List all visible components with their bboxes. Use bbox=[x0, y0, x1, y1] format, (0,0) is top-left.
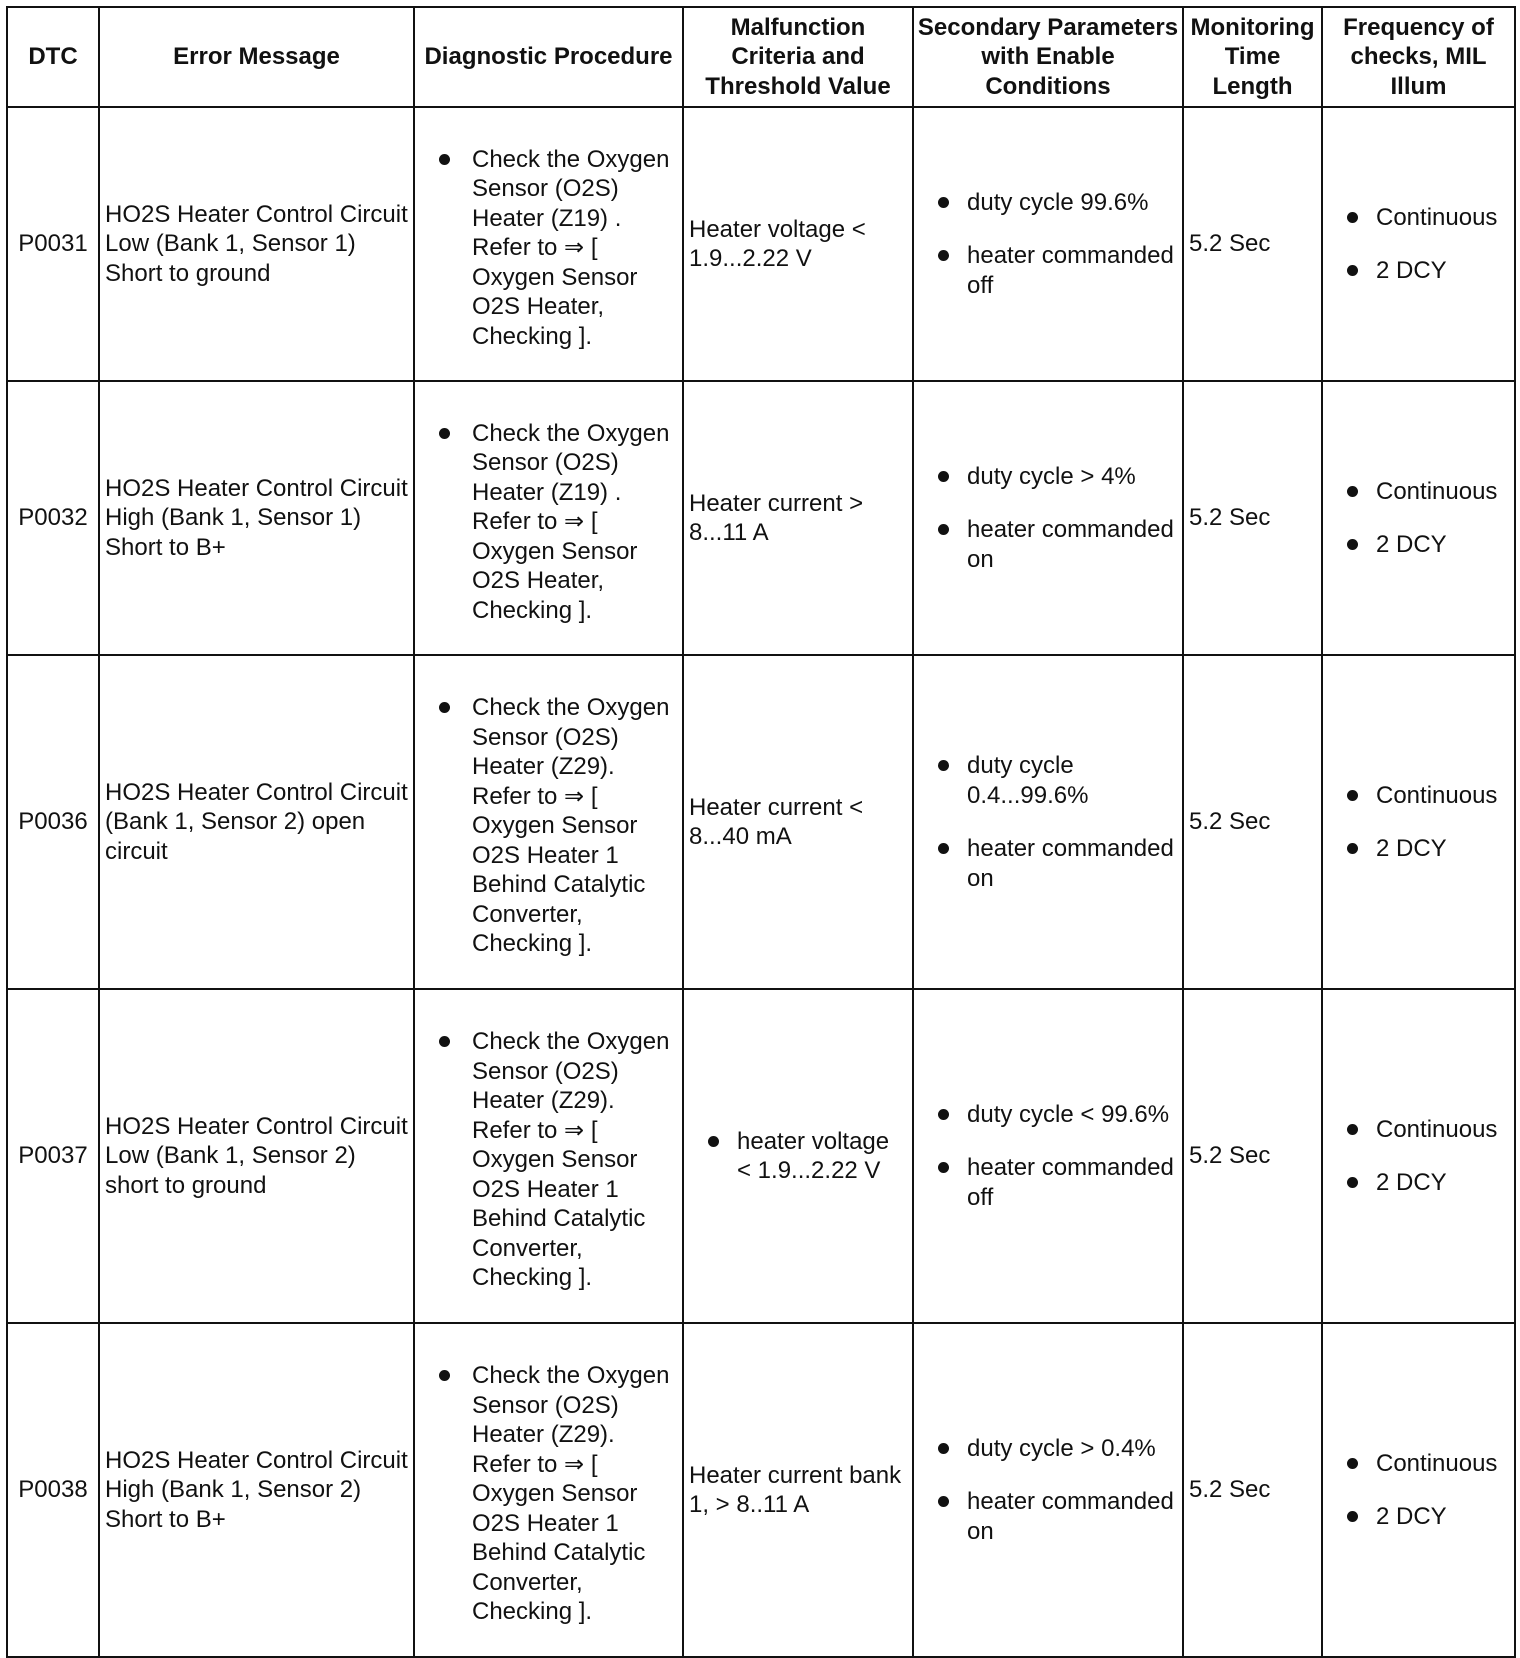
malfunction-criteria bbox=[683, 989, 913, 1323]
procedure-item: Check the Oxygen Sensor (O2S) Heater (Z29). Refer to ⇒ [ Oxygen Sensor O2S Heater 1 Behind Catalytic Converter, Checking ]. bbox=[439, 1361, 676, 1627]
procedure-item: Check the Oxygen Sensor (O2S) Heater (Z29). Refer to ⇒ [ Oxygen Sensor O2S Heater 1 Behind Catalytic Converter, Checking ]. bbox=[439, 693, 676, 959]
secondary-item: duty cycle 99.6% bbox=[938, 188, 1178, 218]
frequency-item: Continuous bbox=[1347, 1449, 1510, 1479]
secondary-item: duty cycle < 99.6% bbox=[938, 1100, 1178, 1130]
frequency bbox=[1322, 989, 1515, 1323]
header-frequency: Frequency of checks, MIL Illum bbox=[1322, 7, 1515, 107]
header-malfunction-criteria: Malfunction Criteria and Threshold Value bbox=[683, 7, 913, 107]
table-row bbox=[7, 655, 1515, 989]
diagnostic-trouble-code-table bbox=[6, 6, 1516, 1658]
secondary-item: heater commanded on bbox=[938, 834, 1178, 893]
procedure-item: Check the Oxygen Sensor (O2S) Heater (Z29). Refer to ⇒ [ Oxygen Sensor O2S Heater 1 Behind Catalytic Converter, Checking ]. bbox=[439, 1027, 676, 1293]
frequency-item: Continuous bbox=[1347, 477, 1510, 507]
table-row bbox=[7, 107, 1515, 381]
dtc-code: P0032 bbox=[7, 381, 99, 655]
frequency bbox=[1322, 381, 1515, 655]
secondary-parameters bbox=[913, 381, 1183, 655]
frequency-item: 2 DCY bbox=[1347, 834, 1510, 864]
error-message: HO2S Heater Control Circuit High (Bank 1, Sensor 1) Short to B+ bbox=[99, 381, 414, 655]
secondary-item: duty cycle 0.4...99.6% bbox=[938, 751, 1178, 810]
malfunction-criteria: Heater current < 8...40 mA bbox=[683, 655, 913, 989]
diagnostic-procedure bbox=[414, 381, 683, 655]
secondary-parameters bbox=[913, 1323, 1183, 1657]
monitoring-time: 5.2 Sec bbox=[1183, 989, 1322, 1323]
frequency-item: 2 DCY bbox=[1347, 1168, 1510, 1198]
procedure-item: Check the Oxygen Sensor (O2S) Heater (Z19) . Refer to ⇒ [ Oxygen Sensor O2S Heater, Checking ]. bbox=[439, 419, 676, 626]
secondary-item: heater commanded on bbox=[938, 515, 1178, 574]
frequency-item: 2 DCY bbox=[1347, 256, 1510, 286]
dtc-code: P0031 bbox=[7, 107, 99, 381]
monitoring-time: 5.2 Sec bbox=[1183, 655, 1322, 989]
secondary-parameters bbox=[913, 655, 1183, 989]
header-monitoring-time: Monitoring Time Length bbox=[1183, 7, 1322, 107]
secondary-item: heater commanded off bbox=[938, 1153, 1178, 1212]
frequency-item: Continuous bbox=[1347, 203, 1510, 233]
monitoring-time: 5.2 Sec bbox=[1183, 1323, 1322, 1657]
frequency-item: 2 DCY bbox=[1347, 1502, 1510, 1532]
table-row bbox=[7, 381, 1515, 655]
header-diagnostic-procedure: Diagnostic Procedure bbox=[414, 7, 683, 107]
procedure-item: Check the Oxygen Sensor (O2S) Heater (Z19) . Refer to ⇒ [ Oxygen Sensor O2S Heater, Checking ]. bbox=[439, 145, 676, 352]
frequency-item: 2 DCY bbox=[1347, 530, 1510, 560]
error-message: HO2S Heater Control Circuit (Bank 1, Sensor 2) open circuit bbox=[99, 655, 414, 989]
frequency bbox=[1322, 107, 1515, 381]
monitoring-time: 5.2 Sec bbox=[1183, 107, 1322, 381]
diagnostic-procedure bbox=[414, 1323, 683, 1657]
secondary-item: duty cycle > 4% bbox=[938, 462, 1178, 492]
dtc-code: P0036 bbox=[7, 655, 99, 989]
table-row bbox=[7, 1323, 1515, 1657]
table-row bbox=[7, 989, 1515, 1323]
secondary-item: heater commanded on bbox=[938, 1487, 1178, 1546]
malfunction-criteria: Heater current bank 1, > 8..11 A bbox=[683, 1323, 913, 1657]
malfunction-criteria: Heater voltage < 1.9...2.22 V bbox=[683, 107, 913, 381]
error-message: HO2S Heater Control Circuit High (Bank 1, Sensor 2) Short to B+ bbox=[99, 1323, 414, 1657]
secondary-parameters bbox=[913, 107, 1183, 381]
frequency-item: Continuous bbox=[1347, 1115, 1510, 1145]
error-message: HO2S Heater Control Circuit Low (Bank 1, Sensor 2) short to ground bbox=[99, 989, 414, 1323]
secondary-item: duty cycle > 0.4% bbox=[938, 1434, 1178, 1464]
malfunction-criteria: Heater current > 8...11 A bbox=[683, 381, 913, 655]
header-error-message: Error Message bbox=[99, 7, 414, 107]
diagnostic-procedure bbox=[414, 107, 683, 381]
diagnostic-procedure bbox=[414, 655, 683, 989]
secondary-item: heater commanded off bbox=[938, 241, 1178, 300]
monitoring-time: 5.2 Sec bbox=[1183, 381, 1322, 655]
diagnostic-procedure bbox=[414, 989, 683, 1323]
error-message: HO2S Heater Control Circuit Low (Bank 1, Sensor 1) Short to ground bbox=[99, 107, 414, 381]
table-header-row bbox=[7, 7, 1515, 107]
secondary-parameters bbox=[913, 989, 1183, 1323]
malfunction-item: heater voltage < 1.9...2.22 V bbox=[708, 1127, 908, 1186]
frequency bbox=[1322, 655, 1515, 989]
dtc-code: P0038 bbox=[7, 1323, 99, 1657]
dtc-code: P0037 bbox=[7, 989, 99, 1323]
frequency-item: Continuous bbox=[1347, 781, 1510, 811]
frequency bbox=[1322, 1323, 1515, 1657]
header-dtc: DTC bbox=[7, 7, 99, 107]
header-secondary-parameters: Secondary Parameters with Enable Conditions bbox=[913, 7, 1183, 107]
